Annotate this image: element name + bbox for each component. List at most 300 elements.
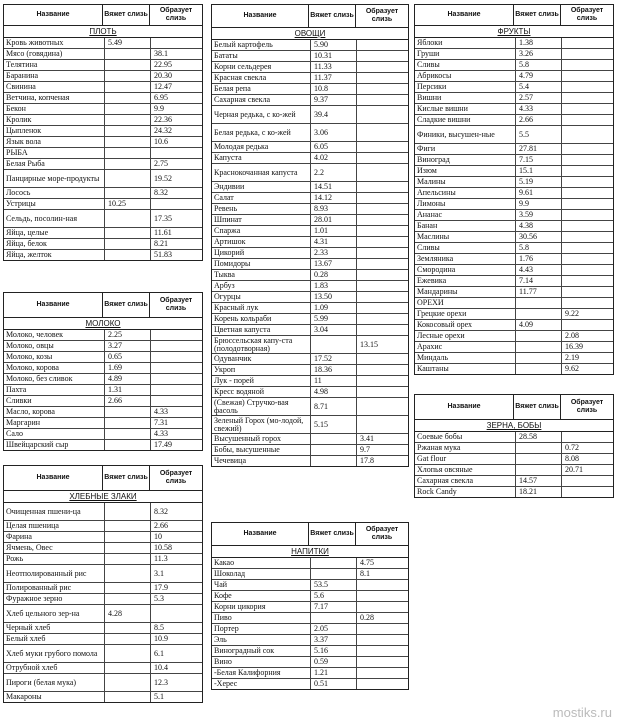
food-name-cell: Каштаны bbox=[417, 364, 449, 373]
table-row bbox=[212, 569, 408, 580]
forms-mucus-cell: 9.22 bbox=[561, 309, 613, 319]
forms-mucus-cell: 3.1 bbox=[150, 565, 202, 582]
forms-mucus-cell bbox=[356, 164, 408, 181]
table-row bbox=[4, 159, 202, 170]
table-row bbox=[212, 106, 408, 124]
table-row bbox=[415, 188, 613, 199]
forms-mucus-cell: 10.6 bbox=[150, 137, 202, 147]
food-name-cell: Кресс водяной bbox=[214, 387, 264, 396]
table-row bbox=[4, 605, 202, 623]
binds-mucus-cell: 0.51 bbox=[310, 679, 356, 689]
food-name-cell: Арбуз bbox=[214, 281, 235, 290]
category-title: ЗЕРНА, БОБЫ bbox=[415, 420, 613, 432]
table-row bbox=[212, 62, 408, 73]
food-name-cell: Груши bbox=[417, 49, 440, 58]
binds-mucus-cell bbox=[104, 104, 150, 114]
table-header bbox=[4, 293, 202, 318]
column-name-header: Название bbox=[447, 403, 481, 410]
binds-mucus-cell bbox=[104, 250, 150, 260]
table-row bbox=[212, 336, 408, 354]
food-name-cell: Кролик bbox=[6, 115, 32, 124]
table-row bbox=[4, 692, 202, 702]
food-name-cell: Кофе bbox=[214, 591, 232, 600]
food-name-cell: Пироги (белая мука) bbox=[6, 677, 77, 687]
binds-mucus-cell: 9.9 bbox=[515, 199, 561, 209]
table-row bbox=[4, 49, 202, 60]
binds-mucus-cell bbox=[515, 309, 561, 319]
binds-mucus-cell: 5.99 bbox=[310, 314, 356, 324]
table-row bbox=[212, 580, 408, 591]
table-row bbox=[212, 259, 408, 270]
forms-mucus-cell: 4.33 bbox=[150, 407, 202, 417]
food-name-cell: Молоко, без сливок bbox=[6, 374, 73, 383]
food-name-cell: Маргарин bbox=[6, 418, 41, 427]
forms-mucus-cell bbox=[150, 385, 202, 395]
forms-mucus-cell bbox=[356, 106, 408, 123]
binds-mucus-cell: 18.21 bbox=[515, 487, 561, 497]
binds-mucus-cell: 3.04 bbox=[310, 325, 356, 335]
table-grains bbox=[3, 465, 203, 703]
column-name-header: Название bbox=[243, 530, 277, 537]
table-row bbox=[4, 634, 202, 645]
forms-mucus-cell: 0.28 bbox=[356, 613, 408, 623]
binds-mucus-cell: 1.31 bbox=[104, 385, 150, 395]
table-row bbox=[415, 210, 613, 221]
table-row bbox=[4, 554, 202, 565]
table-row bbox=[212, 182, 408, 193]
table-row bbox=[4, 250, 202, 260]
forms-mucus-cell bbox=[356, 84, 408, 94]
column-name-header: Название bbox=[243, 12, 277, 19]
forms-mucus-cell bbox=[150, 352, 202, 362]
table-row bbox=[415, 115, 613, 126]
forms-mucus-cell bbox=[356, 270, 408, 280]
table-row bbox=[212, 248, 408, 259]
food-name-cell: Корни цикория bbox=[214, 602, 266, 611]
table-row bbox=[415, 353, 613, 364]
food-name-cell: Фарина bbox=[6, 532, 32, 541]
food-name-cell: Рожь bbox=[6, 554, 24, 563]
binds-mucus-cell: 5.8 bbox=[515, 243, 561, 253]
forms-mucus-cell: 7.31 bbox=[150, 418, 202, 428]
binds-mucus-cell: 2.25 bbox=[104, 330, 150, 340]
food-name-cell: Цветная капуста bbox=[214, 325, 271, 334]
food-name-cell: Кислые вишни bbox=[417, 104, 468, 113]
forms-mucus-cell: 0.72 bbox=[561, 443, 613, 453]
forms-mucus-cell: 22.36 bbox=[150, 115, 202, 125]
binds-mucus-cell bbox=[104, 60, 150, 70]
food-name-cell: Вино bbox=[214, 657, 232, 666]
binds-mucus-cell bbox=[104, 429, 150, 439]
food-name-cell: Мясо (говядина) bbox=[6, 49, 63, 58]
category-title: ФРУКТЫ bbox=[415, 26, 613, 38]
food-name-cell: Очищенная пшени-ца bbox=[6, 506, 81, 516]
table-row bbox=[212, 591, 408, 602]
forms-mucus-cell bbox=[356, 193, 408, 203]
forms-mucus-cell: 12.47 bbox=[150, 82, 202, 92]
binds-mucus-cell: 5.49 bbox=[104, 38, 150, 48]
column-name-header: Название bbox=[36, 11, 70, 18]
forms-mucus-cell: 10 bbox=[150, 532, 202, 542]
food-name-cell: Яйца, белок bbox=[6, 239, 47, 248]
table-row bbox=[212, 292, 408, 303]
table-grains-beans bbox=[414, 394, 614, 498]
binds-mucus-cell bbox=[104, 188, 150, 198]
binds-mucus-cell: 4.43 bbox=[515, 265, 561, 275]
table-row bbox=[212, 387, 408, 398]
food-name-cell: Белый картофель bbox=[214, 40, 273, 49]
food-name-cell: Красный лук bbox=[214, 303, 259, 312]
watermark: mostiks.ru bbox=[552, 705, 612, 720]
binds-mucus-cell: 2.33 bbox=[310, 248, 356, 258]
table-row bbox=[4, 341, 202, 352]
table-row bbox=[4, 330, 202, 341]
forms-mucus-cell: 4.75 bbox=[356, 558, 408, 568]
forms-mucus-cell bbox=[561, 93, 613, 103]
food-name-cell: Салат bbox=[214, 193, 234, 202]
binds-mucus-cell bbox=[104, 159, 150, 169]
food-name-cell: Белая Рыба bbox=[6, 159, 45, 168]
binds-mucus-cell bbox=[104, 554, 150, 564]
binds-mucus-cell bbox=[104, 82, 150, 92]
forms-mucus-cell bbox=[561, 210, 613, 220]
table-row bbox=[4, 199, 202, 210]
column-name-header: Название bbox=[447, 11, 481, 18]
forms-mucus-cell bbox=[150, 363, 202, 373]
food-name-cell: Ветчина, копченая bbox=[6, 93, 70, 102]
binds-mucus-cell bbox=[104, 663, 150, 673]
forms-mucus-cell bbox=[561, 144, 613, 154]
table-row bbox=[212, 281, 408, 292]
binds-mucus-cell: 53.5 bbox=[310, 580, 356, 590]
forms-mucus-cell: 5.1 bbox=[150, 692, 202, 702]
forms-mucus-cell bbox=[356, 204, 408, 214]
binds-mucus-cell: 17.52 bbox=[310, 354, 356, 364]
column-binds-header: Вяжет слизь bbox=[308, 523, 355, 545]
food-name-cell: Молоко, козы bbox=[6, 352, 53, 361]
binds-mucus-cell bbox=[104, 521, 150, 531]
table-vegetables bbox=[211, 4, 409, 467]
binds-mucus-cell bbox=[515, 465, 561, 475]
binds-mucus-cell: 14.12 bbox=[310, 193, 356, 203]
binds-mucus-cell bbox=[310, 434, 356, 444]
binds-mucus-cell bbox=[104, 49, 150, 59]
forms-mucus-cell: 8.1 bbox=[356, 569, 408, 579]
food-name-cell: Спаржа bbox=[214, 226, 241, 235]
food-name-cell: Бататы bbox=[214, 51, 238, 60]
forms-mucus-cell: 2.08 bbox=[561, 331, 613, 341]
forms-mucus-cell bbox=[561, 221, 613, 231]
binds-mucus-cell: 11.37 bbox=[310, 73, 356, 83]
food-name-cell: Целая пшеница bbox=[6, 521, 59, 530]
food-name-cell: Вишни bbox=[417, 93, 442, 102]
table-row bbox=[415, 254, 613, 265]
category-title: ПЛОТЬ bbox=[4, 26, 202, 38]
forms-mucus-cell bbox=[356, 668, 408, 678]
food-name-cell: (Свежая) Стручко-вая фасоль bbox=[214, 398, 289, 415]
table-row bbox=[415, 155, 613, 166]
food-name-cell: Шоколад bbox=[214, 569, 246, 578]
binds-mucus-cell bbox=[104, 407, 150, 417]
table-row bbox=[212, 142, 408, 153]
forms-mucus-cell bbox=[356, 142, 408, 152]
forms-mucus-cell: 8.08 bbox=[561, 454, 613, 464]
table-row bbox=[212, 153, 408, 164]
binds-mucus-cell: 1.09 bbox=[310, 303, 356, 313]
binds-mucus-cell: 1.83 bbox=[310, 281, 356, 291]
table-row bbox=[4, 126, 202, 137]
forms-mucus-cell bbox=[356, 580, 408, 590]
column-binds-header: Вяжет слизь bbox=[102, 466, 149, 490]
binds-mucus-cell: 28.58 bbox=[515, 432, 561, 442]
forms-mucus-cell: 11.3 bbox=[150, 554, 202, 564]
binds-mucus-cell: 4.02 bbox=[310, 153, 356, 163]
forms-mucus-cell bbox=[561, 82, 613, 92]
forms-mucus-cell bbox=[150, 341, 202, 351]
table-row bbox=[4, 532, 202, 543]
binds-mucus-cell bbox=[310, 456, 356, 466]
table-meat bbox=[3, 4, 203, 261]
forms-mucus-cell: 9.62 bbox=[561, 364, 613, 374]
table-row bbox=[212, 354, 408, 365]
binds-mucus-cell bbox=[104, 645, 150, 662]
forms-mucus-cell bbox=[356, 40, 408, 50]
table-row bbox=[415, 465, 613, 476]
forms-mucus-cell: 8.32 bbox=[150, 188, 202, 198]
forms-mucus-cell bbox=[561, 115, 613, 125]
forms-mucus-cell bbox=[356, 95, 408, 105]
table-row bbox=[212, 303, 408, 314]
food-name-cell: Кровь животных bbox=[6, 38, 64, 47]
food-name-cell: Чай bbox=[214, 580, 228, 589]
column-binds-header: Вяжет слизь bbox=[102, 5, 149, 25]
food-name-cell: Эндивии bbox=[214, 182, 245, 191]
food-name-cell: Белая редька, с ко-жей bbox=[214, 127, 291, 137]
column-forms-header: Образует слизь bbox=[149, 466, 202, 490]
binds-mucus-cell bbox=[104, 228, 150, 238]
forms-mucus-cell: 11.61 bbox=[150, 228, 202, 238]
table-row bbox=[415, 71, 613, 82]
forms-mucus-cell bbox=[356, 602, 408, 612]
forms-mucus-cell: 8.32 bbox=[150, 503, 202, 520]
binds-mucus-cell: 18.36 bbox=[310, 365, 356, 375]
food-name-cell: Тыква bbox=[214, 270, 235, 279]
forms-mucus-cell bbox=[150, 396, 202, 406]
food-name-cell: Белый хлеб bbox=[6, 634, 46, 643]
food-name-cell: Персики bbox=[417, 82, 447, 91]
table-header bbox=[4, 466, 202, 491]
forms-mucus-cell bbox=[356, 325, 408, 335]
forms-mucus-cell: 51.83 bbox=[150, 250, 202, 260]
table-row bbox=[4, 645, 202, 663]
food-name-cell: Бекон bbox=[6, 104, 26, 113]
forms-mucus-cell bbox=[356, 215, 408, 225]
category-title: НАПИТКИ bbox=[212, 546, 408, 558]
binds-mucus-cell bbox=[310, 558, 356, 568]
table-row bbox=[212, 456, 408, 466]
table-row bbox=[212, 270, 408, 281]
binds-mucus-cell: 0.59 bbox=[310, 657, 356, 667]
food-name-cell: Швейцарский сыр bbox=[6, 440, 69, 449]
table-row bbox=[4, 188, 202, 199]
food-name-cell: Сливки bbox=[6, 396, 32, 405]
food-name-cell: Ананас bbox=[417, 210, 442, 219]
table-row bbox=[4, 594, 202, 605]
table-row bbox=[212, 164, 408, 182]
binds-mucus-cell: 5.8 bbox=[515, 60, 561, 70]
table-row bbox=[415, 232, 613, 243]
food-name-cell: Грецкие орехи bbox=[417, 309, 467, 318]
table-header bbox=[212, 5, 408, 28]
forms-mucus-cell bbox=[356, 51, 408, 61]
food-name-cell: -Белая Калифорния bbox=[214, 668, 281, 677]
forms-mucus-cell: 8.5 bbox=[150, 623, 202, 633]
table-row bbox=[212, 73, 408, 84]
binds-mucus-cell bbox=[104, 543, 150, 553]
binds-mucus-cell: 9.37 bbox=[310, 95, 356, 105]
binds-mucus-cell: 13.50 bbox=[310, 292, 356, 302]
table-header bbox=[4, 5, 202, 26]
food-name-cell: Арахис bbox=[417, 342, 443, 351]
forms-mucus-cell: 12.3 bbox=[150, 674, 202, 691]
binds-mucus-cell: 1.01 bbox=[310, 226, 356, 236]
forms-mucus-cell bbox=[561, 199, 613, 209]
food-name-cell: Ржаная мука bbox=[417, 443, 461, 452]
forms-mucus-cell bbox=[356, 398, 408, 415]
table-row bbox=[4, 429, 202, 440]
column-forms-header: Образует слизь bbox=[149, 5, 202, 25]
table-row bbox=[4, 385, 202, 396]
binds-mucus-cell: 27.81 bbox=[515, 144, 561, 154]
table-row bbox=[4, 565, 202, 583]
table-row bbox=[4, 374, 202, 385]
forms-mucus-cell bbox=[561, 104, 613, 114]
binds-mucus-cell: 4.09 bbox=[515, 320, 561, 330]
binds-mucus-cell: 3.27 bbox=[104, 341, 150, 351]
table-row bbox=[415, 166, 613, 177]
forms-mucus-cell bbox=[356, 292, 408, 302]
forms-mucus-cell bbox=[356, 365, 408, 375]
food-name-cell: Черная редька, с ко-жей bbox=[214, 109, 296, 119]
binds-mucus-cell bbox=[515, 298, 561, 308]
forms-mucus-cell: 6.95 bbox=[150, 93, 202, 103]
forms-mucus-cell: 9.7 bbox=[356, 445, 408, 455]
binds-mucus-cell: 11 bbox=[310, 376, 356, 386]
food-name-cell: Чечевица bbox=[214, 456, 247, 465]
forms-mucus-cell: 10.4 bbox=[150, 663, 202, 673]
table-header bbox=[415, 395, 613, 420]
table-row bbox=[4, 674, 202, 692]
binds-mucus-cell: 14.51 bbox=[310, 182, 356, 192]
food-name-cell: -Херес bbox=[214, 679, 238, 688]
binds-mucus-cell bbox=[104, 93, 150, 103]
food-name-cell: Яйца, целые bbox=[6, 228, 49, 237]
food-name-cell: Полированный рис bbox=[6, 583, 72, 592]
table-row bbox=[212, 226, 408, 237]
forms-mucus-cell: 2.66 bbox=[150, 521, 202, 531]
forms-mucus-cell bbox=[356, 62, 408, 72]
table-row bbox=[212, 237, 408, 248]
table-row bbox=[4, 210, 202, 228]
binds-mucus-cell bbox=[515, 443, 561, 453]
food-name-cell: Сливы bbox=[417, 243, 440, 252]
forms-mucus-cell bbox=[150, 605, 202, 622]
binds-mucus-cell bbox=[104, 623, 150, 633]
binds-mucus-cell: 0.28 bbox=[310, 270, 356, 280]
food-name-cell: Молоко, овцы bbox=[6, 341, 54, 350]
table-row bbox=[4, 440, 202, 450]
table-row bbox=[4, 396, 202, 407]
binds-mucus-cell: 1.21 bbox=[310, 668, 356, 678]
table-row bbox=[4, 583, 202, 594]
table-row bbox=[415, 177, 613, 188]
table-row bbox=[212, 657, 408, 668]
binds-mucus-cell bbox=[515, 353, 561, 363]
column-forms-header: Образует слизь bbox=[355, 523, 408, 545]
forms-mucus-cell bbox=[561, 155, 613, 165]
food-name-cell: Виноградный сок bbox=[214, 646, 275, 655]
forms-mucus-cell: 19.52 bbox=[150, 170, 202, 187]
binds-mucus-cell: 4.89 bbox=[104, 374, 150, 384]
forms-mucus-cell bbox=[561, 487, 613, 497]
binds-mucus-cell: 2.66 bbox=[515, 115, 561, 125]
forms-mucus-cell: 38.1 bbox=[150, 49, 202, 59]
table-row bbox=[415, 82, 613, 93]
binds-mucus-cell bbox=[515, 364, 561, 374]
table-row bbox=[212, 40, 408, 51]
forms-mucus-cell bbox=[356, 226, 408, 236]
binds-mucus-cell: 8.71 bbox=[310, 398, 356, 415]
table-row bbox=[4, 623, 202, 634]
food-name-cell: Сладкие вишни bbox=[417, 115, 471, 124]
food-name-cell: Телятина bbox=[6, 60, 38, 69]
forms-mucus-cell: 17.35 bbox=[150, 210, 202, 227]
table-row bbox=[4, 363, 202, 374]
food-name-cell: Панцирные море-продукты bbox=[6, 173, 100, 183]
table-row bbox=[4, 418, 202, 429]
binds-mucus-cell: 5.90 bbox=[310, 40, 356, 50]
food-name-cell: Фиги bbox=[417, 144, 436, 153]
table-row bbox=[212, 668, 408, 679]
forms-mucus-cell bbox=[561, 320, 613, 330]
table-row bbox=[415, 38, 613, 49]
food-name-cell: Бобы, высушенные bbox=[214, 445, 280, 454]
table-row bbox=[415, 432, 613, 443]
table-row bbox=[212, 558, 408, 569]
table-row bbox=[212, 376, 408, 387]
table-row bbox=[415, 265, 613, 276]
category-title: ХЛЕБНЫЕ ЗЛАКИ bbox=[4, 491, 202, 503]
food-name-cell: Апельсины bbox=[417, 188, 456, 197]
forms-mucus-cell: 20.71 bbox=[561, 465, 613, 475]
table-row bbox=[415, 126, 613, 144]
binds-mucus-cell: 5.15 bbox=[310, 416, 356, 433]
food-name-cell: Хлеб муки грубого помола bbox=[6, 648, 98, 658]
forms-mucus-cell bbox=[150, 199, 202, 209]
column-name-header: Название bbox=[36, 301, 70, 308]
forms-mucus-cell: 13.15 bbox=[356, 336, 408, 353]
food-name-cell: Яйца, желток bbox=[6, 250, 52, 259]
table-row bbox=[212, 84, 408, 95]
table-row bbox=[415, 342, 613, 353]
binds-mucus-cell bbox=[515, 342, 561, 352]
forms-mucus-cell: 5.3 bbox=[150, 594, 202, 604]
food-name-cell: Цикорий bbox=[214, 248, 245, 257]
food-name-cell: Портер bbox=[214, 624, 239, 633]
table-row bbox=[4, 503, 202, 521]
table-row bbox=[4, 93, 202, 104]
table-row bbox=[212, 416, 408, 434]
